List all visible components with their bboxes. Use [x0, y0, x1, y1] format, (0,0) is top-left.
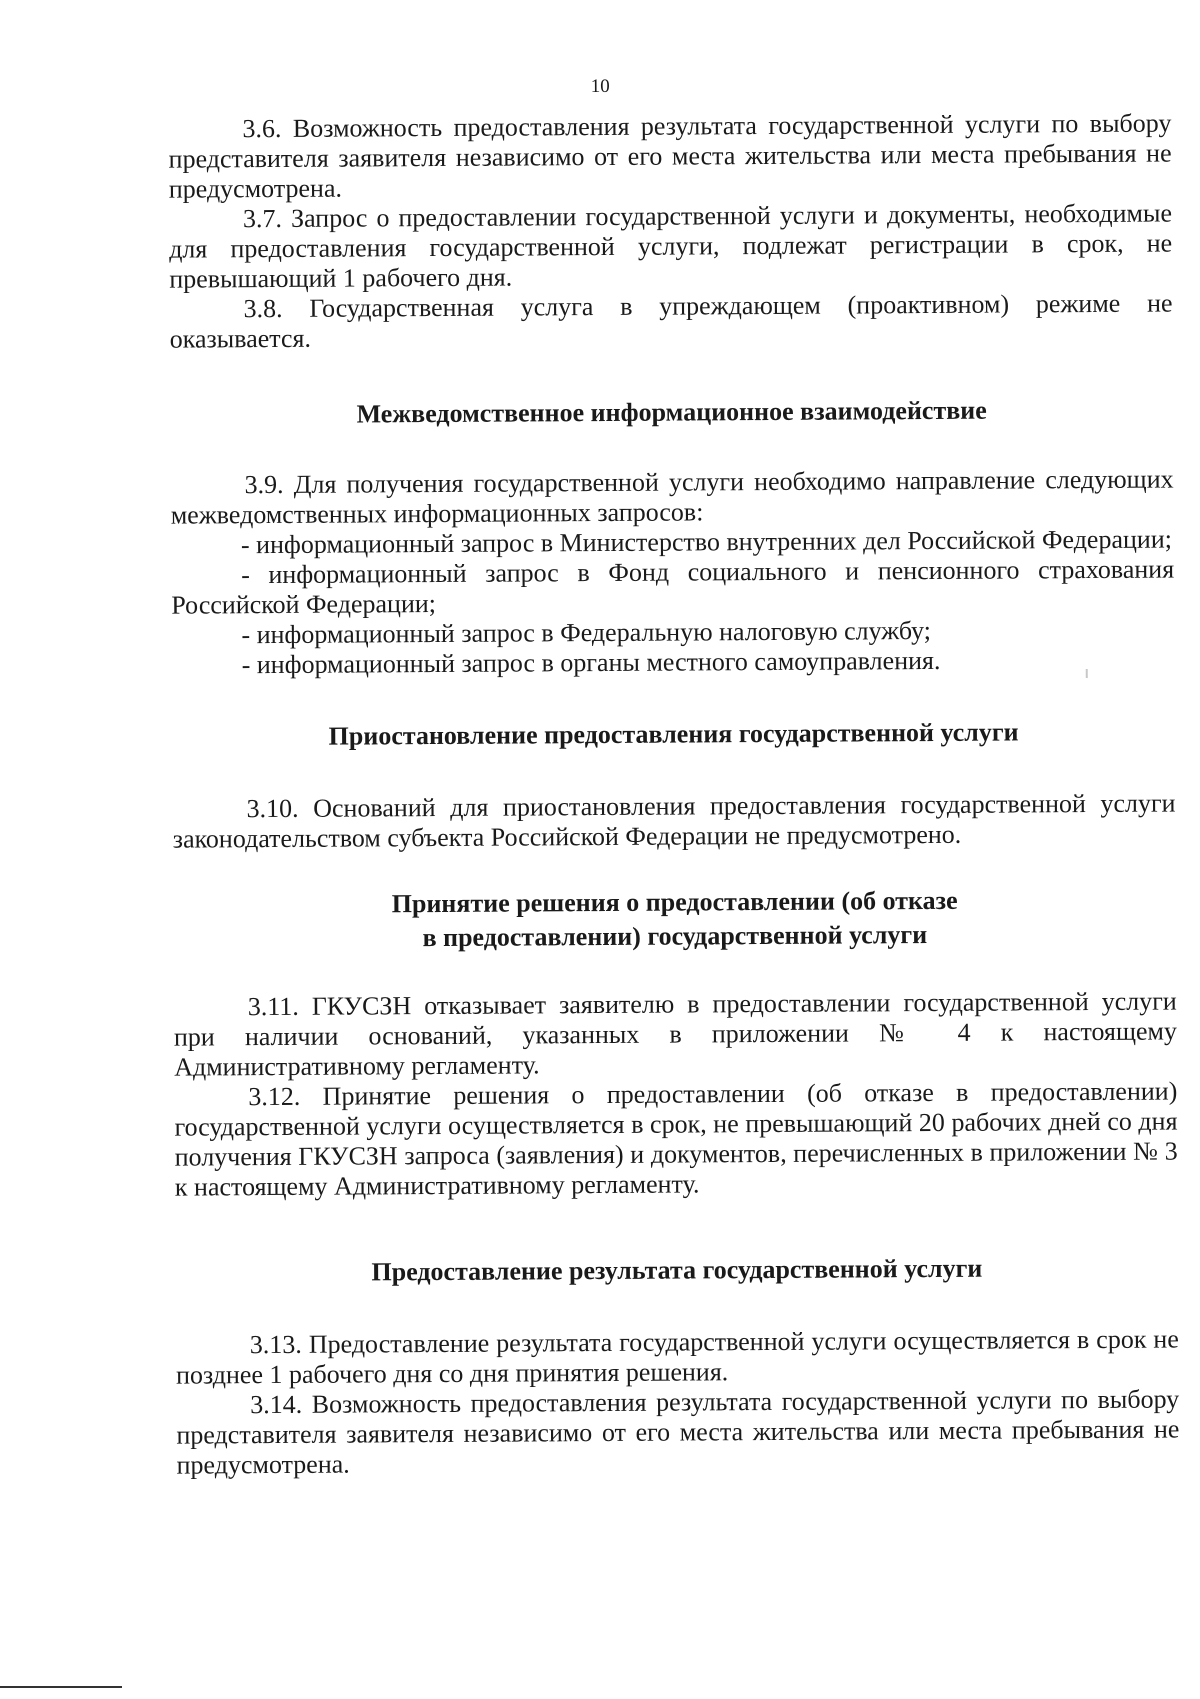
section-heading-interagency: [170, 393, 1173, 433]
page-number: 10: [590, 75, 610, 98]
scan-speck: [1086, 669, 1088, 678]
paragraph-3-9: 3.9. Для получения государственной услуги необходимо направление следующих межведомственных информационных запросов:: [170, 464, 1174, 530]
paragraph-3-8: 3.8. Государственная услуга в упреждающем (проактивном) режиме не оказывается.: [169, 288, 1173, 354]
list-item-request-sfr: - информационный запрос в Фонд социального и пенсионного страхования Российской Федерации;: [171, 554, 1175, 620]
document-body: [168, 109, 1179, 1481]
footer-rule: [0, 1686, 122, 1688]
list-item-request-mvd: - информационный запрос в Министерство внутренних дел Российской Федерации;: [240, 524, 1173, 560]
paragraph-3-6: 3.6. Возможность предоставления результата государственной услуги по выбору представителя заявителя независимо от его места жительства или места пребывания не предусмотрена.: [168, 108, 1172, 204]
list-item-request-local: - информационный запрос в органы местного самоуправления.: [241, 645, 941, 680]
heading-line: в предоставлении) государственной услуги: [422, 920, 928, 953]
paragraph-3-14: 3.14. Возможность предоставления результата государственной услуги по выбору представителя заявителя независимо от его места жительства или места пребывания не предусмотрена.: [176, 1384, 1180, 1480]
heading-line: Межведомственное информационное взаимодействие: [356, 395, 987, 429]
heading-line: Приостановление предоставления государственной услуги: [328, 717, 1019, 751]
section-heading-suspension: [172, 714, 1175, 754]
list-item-request-fns: - информационный запрос в Федеральную налоговую службу;: [241, 615, 932, 650]
heading-line: Предоставление результата государственной услуги: [371, 1253, 983, 1287]
heading-line: Принятие решения о предоставлении (об отказе: [391, 885, 958, 919]
paragraph-3-12: 3.12. Принятие решения о предоставлении (об отказе в предоставлении) государственной услуги осуществляется в срок, не превышающий 20 рабочих дней со дня получения ГКУСЗН запроса (заявления) и документов, перечисленных в приложении № 3 к настоящему Административному регламенту.: [174, 1076, 1178, 1202]
paragraph-3-10: 3.10. Оснований для приостановления предоставления государственной услуги законодательством субъекта Российской Федерации не предусмотрено.: [172, 788, 1176, 854]
section-heading-result: [175, 1250, 1178, 1290]
paragraph-3-11: 3.11. ГКУСЗН отказывает заявителю в предоставлении государственной услуги при наличии оснований, указанных в приложении № 4 к настоящему Административному регламенту.: [173, 986, 1178, 1082]
paragraph-3-13: 3.13. Предоставление результата государственной услуги осуществляется в срок не позднее 1 рабочего дня со дня принятия решения.: [175, 1324, 1179, 1390]
section-heading-decision: [173, 882, 1176, 956]
paragraph-3-7: 3.7. Запрос о предоставлении государственной услуги и документы, необходимые для предоставления государственной услуги, подлежат регистрации в срок, не превышающий 1 рабочего дня.: [169, 198, 1173, 294]
